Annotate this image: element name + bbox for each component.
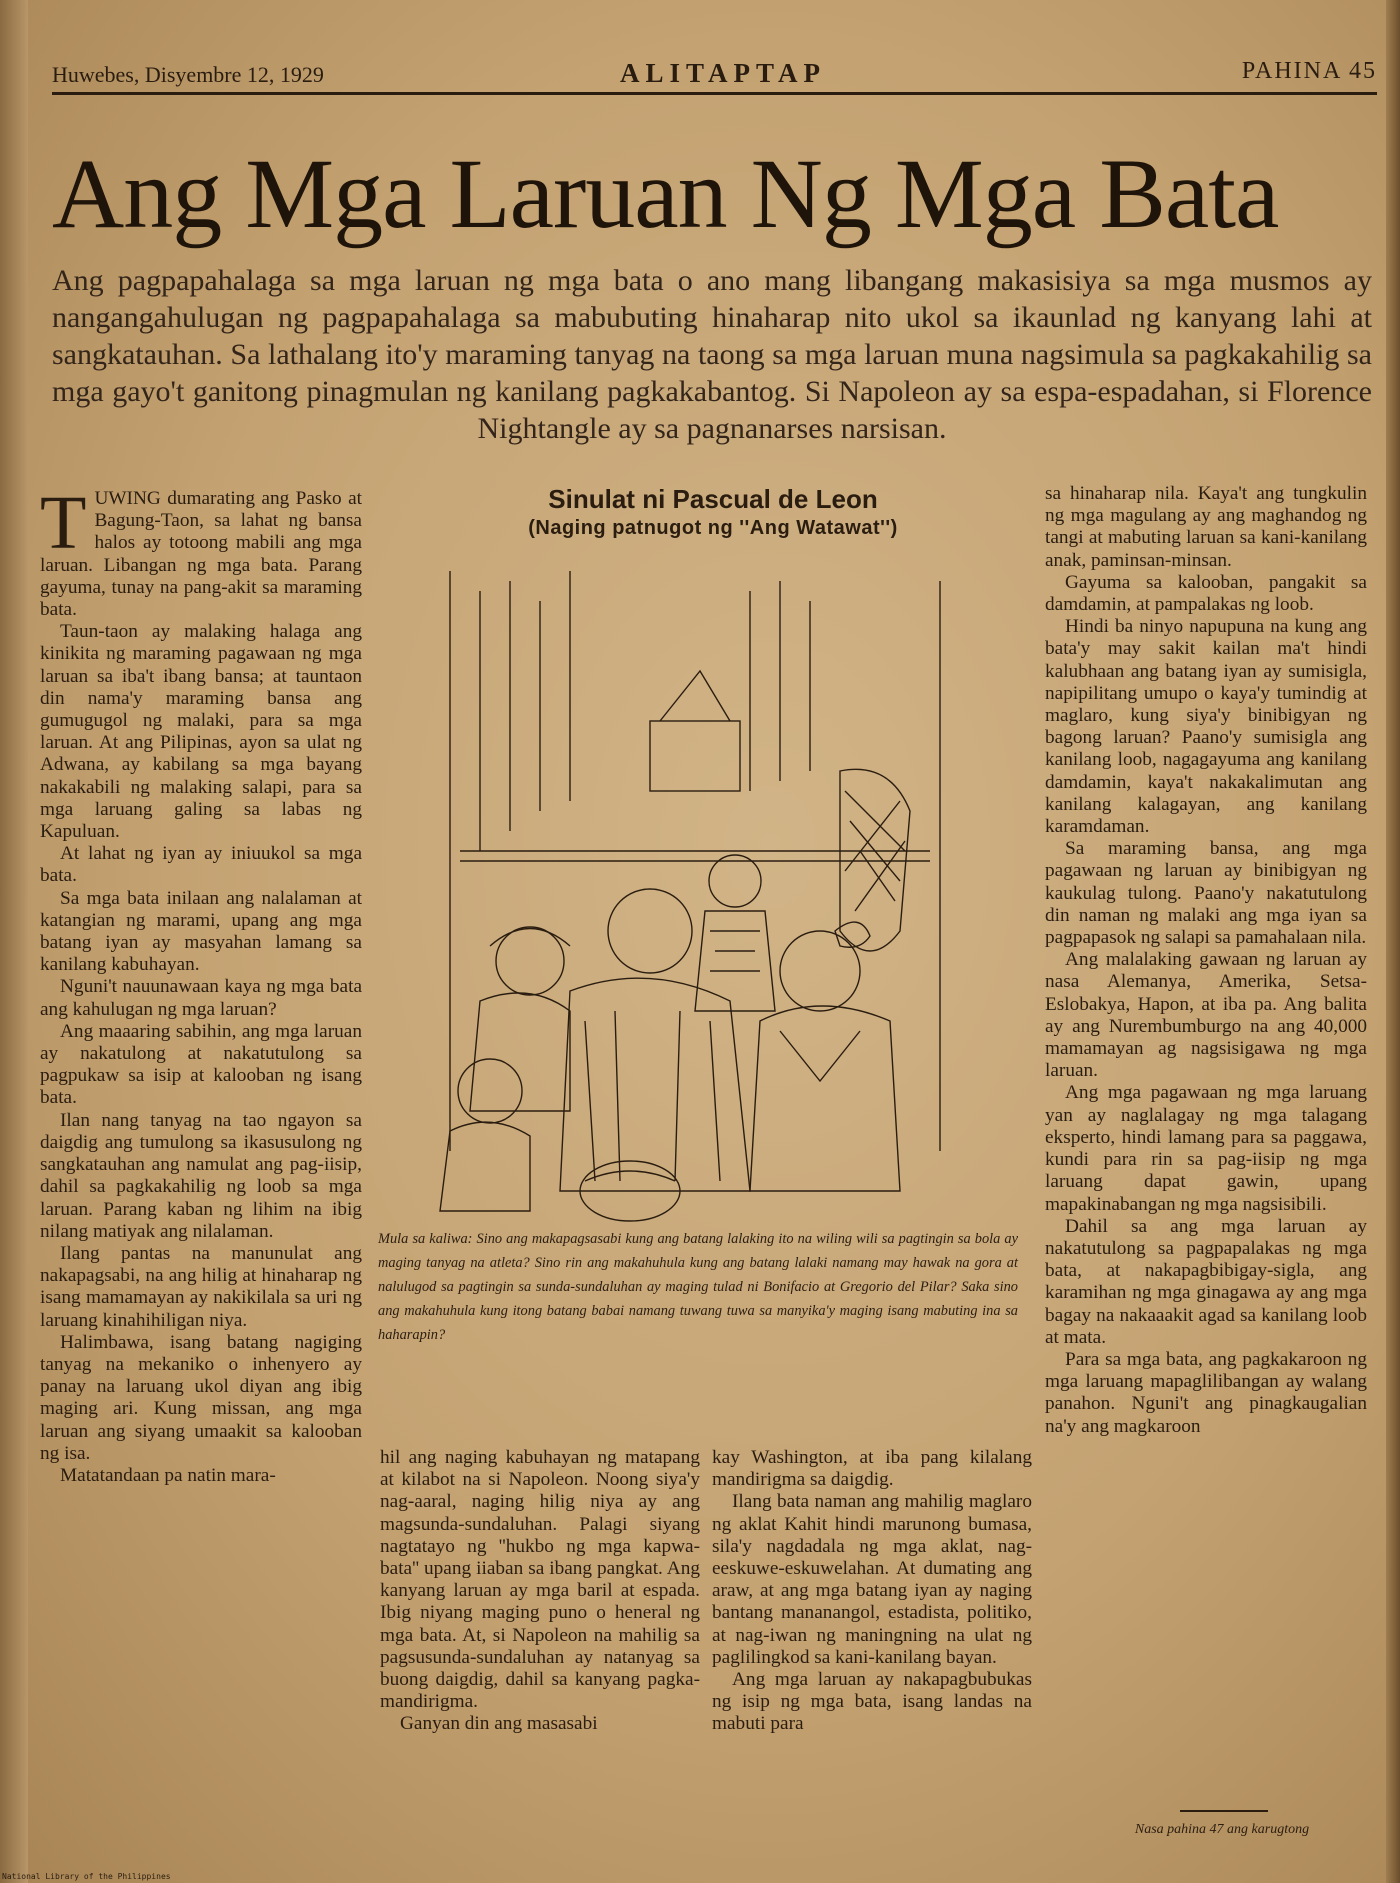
paragraph: Gayuma sa kalooban, pangakit sa damdamin, at pampalakas ng loob. bbox=[1045, 571, 1367, 616]
continued-notice: Nasa pahina 47 ang karugtong bbox=[1134, 1822, 1310, 1837]
page-header bbox=[52, 56, 1377, 95]
paragraph: Ang maaaring sabihin, ang mga laruan ay nakatulong at nakatutulong sa pagpukaw sa isip at kalooban ng isang bata. bbox=[40, 1020, 362, 1109]
author-note: (Naging patnugot ng ''Ang Watawat'') bbox=[528, 517, 898, 539]
drop-cap: T bbox=[40, 481, 87, 565]
paragraph: Ang mga laruan ay nakapagbubukas ng isip ng mga bata, isang landas na mabuti para bbox=[712, 1669, 1032, 1735]
children-toys-illustration bbox=[420, 551, 980, 1231]
paragraph: Nguni't nauunawaan kaya ng mga bata ang kahulugan ng mga laruan? bbox=[40, 976, 362, 1020]
byline bbox=[413, 484, 1013, 540]
archive-credit: National Library of the Philippines bbox=[2, 1872, 171, 1881]
paragraph: Ilang bata naman ang mahilig maglaro ng aklat Kahit hindi marunong bumasa, sila'y nagdadala ng mga aklat, nag-eeskuwe-eskuwelahan. At dumating ang araw, at ang mga batang iyan ay naging bantang mananangol, estadista, politiko, at nag-iwan ng maningning na ulat ng paglilingkod sa kani-kanilang bayan. bbox=[712, 1491, 1032, 1668]
page-left-edge bbox=[0, 0, 28, 1883]
continued-divider bbox=[1180, 1810, 1268, 1812]
paragraph: Para sa mga bata, ang pagkakaroon ng mga laruang mapaglilibangan ay walang panahon. Nguni't ang pinagkaugalian na'y ang magkaroon bbox=[1045, 1348, 1367, 1437]
page-number: PAHINA 45 bbox=[1241, 58, 1377, 84]
article-headline: Ang Mga Laruan Ng Mga Bata bbox=[52, 138, 1279, 249]
paragraph: Taun-taon ay malaking halaga ang kinikita ng maraming pagawaan ng mga laruan sa iba't ibang bansa; at tauntaon din nama'y maraming bansa ang gumugugol ng malaki, para sa mga laruan. At ang Pilipinas, ayon sa ulat ng Adwana, ay kabilang sa mga bayang nakakabili ng malaking salapi, para sa mga laruang galing sa labas ng Kapuluan. bbox=[40, 621, 362, 843]
article-column-4 bbox=[1045, 483, 1367, 1438]
paragraph: Ilan nang tanyag na tao ngayon sa daigdig ang tumulong sa ikasusulong ng sangkatauhan ang namulat ang pag-iisip, dahil sa pagkakahilig ng loob sa mga laruan. Parang kaban ng lihim na ibig nilang matiyak ang nilalaman. bbox=[40, 1109, 362, 1242]
page-right-edge bbox=[1386, 0, 1400, 1883]
paragraph: Ilang pantas na manunulat ang nakapagsabi, na ang hilig at hinaharap ng isang mamamayan ay nakikilala sa uri ng laruang kinahihiligan niya. bbox=[40, 1242, 362, 1331]
article-intro: Ang pagpapahalaga sa mga laruan ng mga bata o ano mang libangang makasisiya sa mga musmos ay nangangahulugan ng pagpapahalaga sa mabubuting hinaharap nito ukol sa ikaunlad ng kanyang lahi at sangkatauhan. Sa lathalang ito'y maraming tanyag na taong sa mga laruan muna nagsimula sa pagkakahilig sa mga gayo't ganitong pinagmulan ng kanilang pagkakabantog. Si Napoleon ay sa espa-espadahan, si Florence Nightangle ay sa pagnanarses narsisan. bbox=[52, 264, 1372, 445]
paragraph: Dahil sa ang mga laruan ay nakatutulong sa pagpapalakas ng mga bata, at nakapagbibigay-sigla, ang karamihan ng mga ginagawa ay ang mga bagay na nakaaakit agad sa kanilang loob at mata. bbox=[1045, 1215, 1367, 1348]
article-column-1 bbox=[40, 481, 362, 1487]
illustration-caption: Mula sa kaliwa: Sino ang makapagsasabi kung ang batang lalaking ito na wiling wili sa pagtingin sa bola ay maging tanyag na atleta? Sino rin ang makahuhula kung ang batang lalaki namang may hawak na gora at nalulugod sa pagtingin sa sunda-sundaluhan ay maging tulad ni Bonifacio at Gregorio del Pilar? Saka sino ang makahuhula kung itong batang babai namang tuwang tuwa sa manyika'y maging isang mabuting ina sa haharapin? bbox=[378, 1231, 1018, 1343]
paragraph: Matatandaan pa natin mara- bbox=[60, 1464, 276, 1486]
paragraph: Hindi ba ninyo napupuna na kung ang bata'y may sakit kailan ma't hindi kalubhaan ang batang iyan ay sumisigla, napipilitang umupo o kaya'y tumindig at maglaro, kung siya'y binibigyan ng bagong laruan? Paano'y sumisigla ang kanilang loob, nagagayuma ang kanilang damdamin, kaya't nakakalimutan ang kanilang kalagayan, ang kanilang karamdaman. bbox=[1045, 616, 1367, 838]
paragraph: At lahat ng iyan ay iniuukol sa mga bata. bbox=[40, 843, 362, 887]
paragraph: Ang mga pagawaan ng mga laruang yan ay naglalagay ng mga talagang eksperto, hindi lamang para sa paggawa, kundi para rin sa pag-iisip ng mga laruang dapat gawin, upang mapakinabangan ng mga nagsisibili. bbox=[1045, 1082, 1367, 1215]
article-column-2 bbox=[380, 1447, 700, 1736]
paragraph: Sa maraming bansa, ang mga pagawaan ng laruan ay binibigyan ng kaukulag tulong. Paano'y nakatutulong din naman ng malaki ang mga iyan sa pagpapasok ng salapi sa pamahalaan nila. bbox=[1045, 838, 1367, 949]
paragraph: Sa mga bata inilaan ang nalalaman at katangian ng marami, upang ang mga batang iyan ay masyahan lamang sa kanilang kabuhayan. bbox=[40, 887, 362, 976]
paragraph: Ganyan din ang masasabi bbox=[400, 1713, 598, 1735]
paragraph: Ang malalaking gawaan ng laruan ay nasa Alemanya, Amerika, Setsa-Eslobakya, Hapon, at iba pa. Ang balita ay ang Nurembumburgo na ang 40,000 mamamayan ag nagsisigawa ng mga laruan. bbox=[1045, 949, 1367, 1082]
paragraph: sa hinaharap nila. Kaya't ang tungkulin ng mga magulang ay ang maghandog ng tangi at mabuting laruan sa kani-kanilang anak, paminsan-minsan. bbox=[1045, 483, 1367, 571]
paragraph: hil ang naging kabuhayan ng matapang at kilabot na si Napoleon. Noong siya'y nag-aaral, naging hilig niya ay ang magsunda-sundaluhan. Palagi siyang nagtatayo ng ''hukbo ng mga kapwa-bata'' upang iiaban sa ibang pangkat. Ang kanyang laruan ay mga baril at espada. Ibig niyang maging puno o heneral ng mga bata. At, si Napoleon na mahilig sa pagsusunda-sundaluhan ay natanyag sa buong daigdig, dahil sa kanyang pagka-mandirigma. bbox=[380, 1447, 700, 1713]
paragraph: kay Washington, at iba pang kilalang mandirigma sa daigdig. bbox=[712, 1447, 1032, 1491]
column-1-lead bbox=[40, 481, 362, 621]
paragraph: Halimbawa, isang batang nagiging tanyag na mekaniko o inhenyero ay panay na laruang ukol diyan ang ibig maging ari. Kung missan, ang mga laruan ang siyang umaakit sa kalooban ng isa. bbox=[40, 1331, 362, 1464]
issue-date: Huwebes, Disyembre 12, 1929 bbox=[52, 62, 324, 87]
author-name: Sinulat ni Pascual de Leon bbox=[548, 484, 878, 514]
publication-name: ALITAPTAP bbox=[620, 58, 827, 88]
column-1-lead-text: UWING dumarating ang Pasko at Bagung-Taon, sa lahat ng bansa halos ay totoong mabili ang mga laruan. Libangan ng mga bata. Parang gayuma, tunay na pang-akit sa maraming bata. bbox=[40, 488, 362, 621]
article-column-3 bbox=[712, 1447, 1032, 1736]
